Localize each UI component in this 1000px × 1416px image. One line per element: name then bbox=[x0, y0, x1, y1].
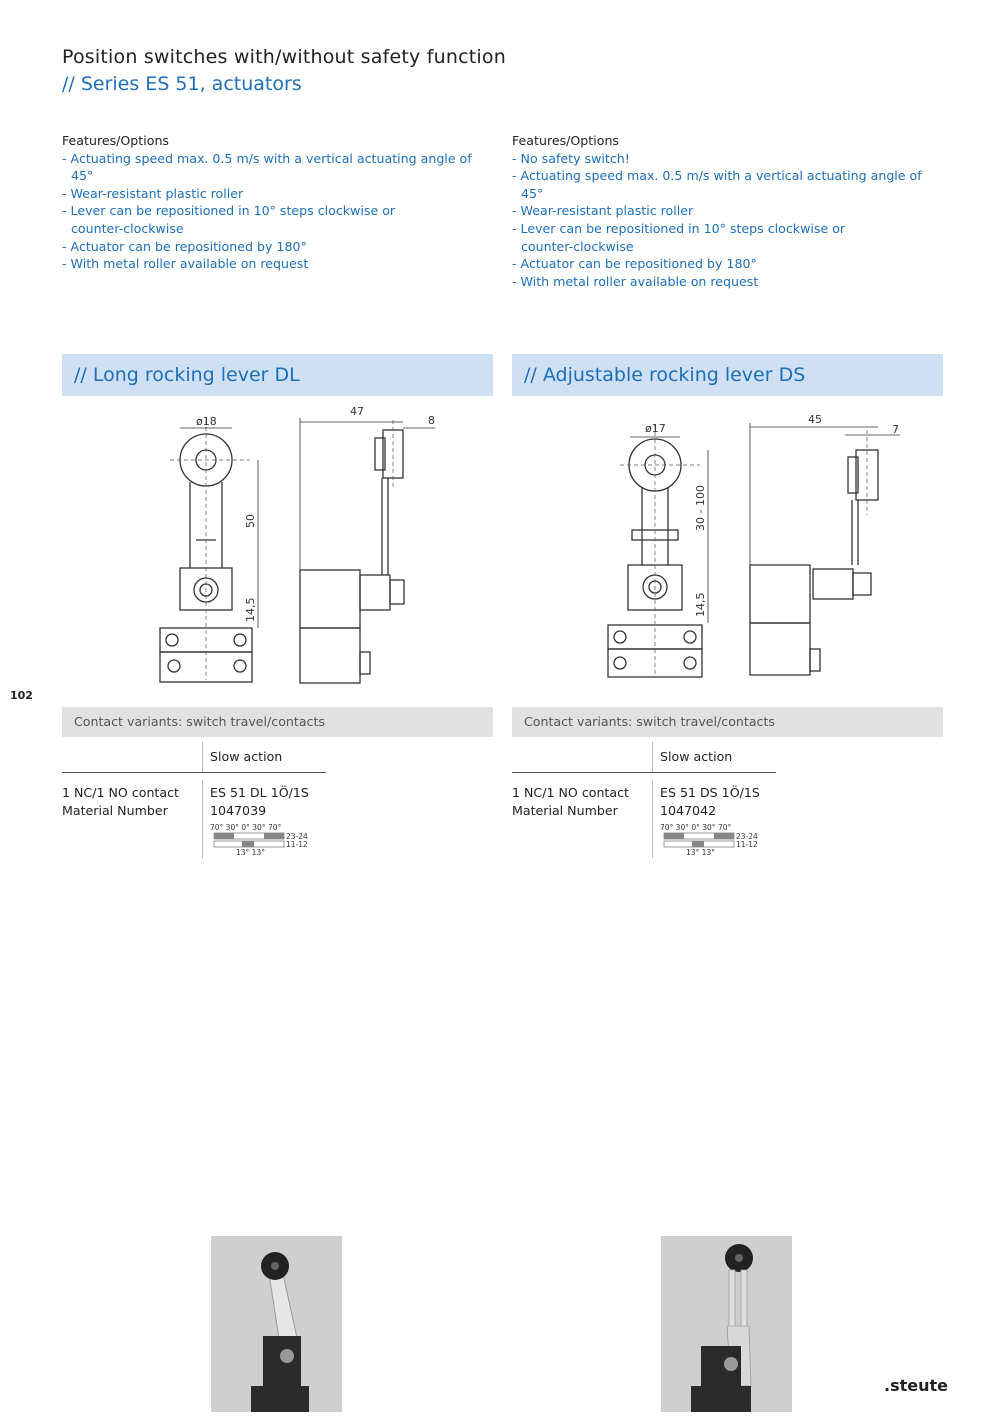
material-number: 1047042 bbox=[660, 803, 717, 818]
feature-item: - Lever can be repositioned in 10° steps clockwise or counter-clockwise bbox=[62, 203, 396, 236]
page-number: 102 bbox=[10, 689, 33, 702]
drawing-dl bbox=[150, 400, 450, 685]
features-heading: Features/Options bbox=[512, 133, 619, 148]
travel-bottom-angles: 13° 13° bbox=[686, 848, 715, 857]
feature-item: - Actuating speed max. 0.5 m/s with a vertical actuating angle of 45° bbox=[512, 168, 922, 201]
product-photo-dl bbox=[211, 1236, 342, 1412]
table-rule bbox=[62, 772, 326, 773]
column-head-slow-action: Slow action bbox=[660, 749, 733, 764]
section-band-dl: // Long rocking lever DL bbox=[62, 354, 493, 396]
switch-travel-diagram bbox=[658, 822, 778, 862]
dim-roller: 7 bbox=[892, 423, 899, 436]
feature-item: - Lever can be repositioned in 10° steps clockwise or counter-clockwise bbox=[512, 220, 846, 254]
features-right bbox=[512, 132, 942, 290]
dim-base: 14,5 bbox=[694, 592, 707, 617]
table-divider bbox=[202, 742, 203, 772]
dim-width: 47 bbox=[350, 405, 364, 418]
dim-height: 30 - 100 bbox=[694, 485, 707, 531]
row-label-material: Material Number bbox=[62, 803, 168, 818]
product-code: ES 51 DL 1Ö/1S bbox=[210, 785, 309, 800]
page-title: Position switches with/without safety function bbox=[62, 46, 506, 68]
features-heading: Features/Options bbox=[62, 133, 169, 148]
drawing-ds bbox=[600, 405, 900, 680]
row-label-material: Material Number bbox=[512, 803, 618, 818]
page-subtitle: // Series ES 51, actuators bbox=[62, 73, 302, 95]
feature-item: - With metal roller available on request bbox=[512, 273, 759, 289]
feature-item: - Actuating speed max. 0.5 m/s with a vertical actuating angle of 45° bbox=[62, 150, 472, 184]
travel-contacts-bottom: 11-12 bbox=[736, 840, 758, 849]
table-divider bbox=[652, 742, 653, 772]
feature-item: - Actuator can be repositioned by 180° bbox=[62, 238, 307, 254]
product-code: ES 51 DS 1Ö/1S bbox=[660, 785, 760, 800]
travel-contacts-top: 23-24 bbox=[286, 832, 308, 841]
dim-roller: 8 bbox=[428, 414, 435, 427]
feature-item: - Actuator can be repositioned by 180° bbox=[512, 256, 757, 272]
feature-item: - Wear-resistant plastic roller bbox=[62, 185, 244, 201]
travel-bottom-angles: 13° 13° bbox=[236, 848, 265, 857]
travel-angles: 70° 30° 0° 30° 70° bbox=[660, 823, 732, 832]
table-divider bbox=[202, 780, 203, 858]
material-number: 1047039 bbox=[210, 803, 267, 818]
features-left bbox=[62, 132, 492, 273]
dim-diameter: ø18 bbox=[196, 415, 217, 428]
dim-width: 45 bbox=[808, 413, 822, 426]
switch-travel-diagram bbox=[208, 822, 328, 862]
travel-angles: 70° 30° 0° 30° 70° bbox=[210, 823, 282, 832]
product-photo-ds bbox=[661, 1236, 792, 1412]
table-divider bbox=[652, 780, 653, 858]
contact-variants-bar-ds: Contact variants: switch travel/contacts bbox=[512, 707, 943, 737]
table-rule bbox=[512, 772, 776, 773]
contact-variants-bar-dl: Contact variants: switch travel/contacts bbox=[62, 707, 493, 737]
row-label-contact: 1 NC/1 NO contact bbox=[512, 785, 629, 800]
row-label-contact: 1 NC/1 NO contact bbox=[62, 785, 179, 800]
travel-contacts-bottom: 11-12 bbox=[286, 840, 308, 849]
dim-base: 14,5 bbox=[244, 597, 257, 622]
dim-diameter: ø17 bbox=[645, 422, 666, 435]
section-band-ds: // Adjustable rocking lever DS bbox=[512, 354, 943, 396]
travel-contacts-top: 23-24 bbox=[736, 832, 758, 841]
feature-item: - Wear-resistant plastic roller bbox=[512, 203, 694, 219]
dim-height: 50 bbox=[244, 514, 257, 528]
feature-item: - No safety switch! bbox=[512, 150, 630, 166]
column-head-slow-action: Slow action bbox=[210, 749, 283, 764]
feature-item: - With metal roller available on request bbox=[62, 256, 309, 272]
steute-logo: .steute bbox=[884, 1376, 948, 1395]
